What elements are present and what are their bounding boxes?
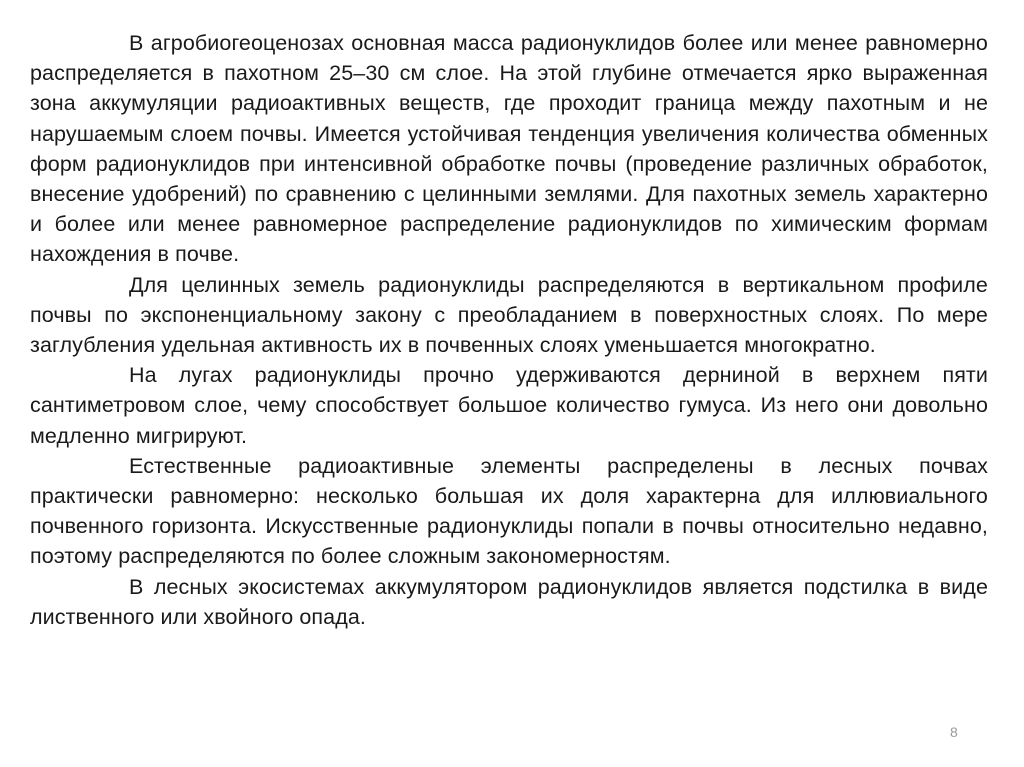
paragraph-virgin-lands: Для целинных земель радионуклиды распределяются в вертикальном профиле почвы по экспоненциальному закону с преобладанием в поверхностных слоях. По мере заглубления удельная активность их в почвенных слоях уменьшается многократно. — [30, 272, 988, 358]
page-number: 8 — [950, 724, 958, 740]
paragraph-meadows: На лугах радионуклиды прочно удерживаются дерниной в верхнем пяти сантиметровом слое, чему способствует большое количество гумуса. Из него они довольно медленно мигрируют. — [30, 363, 988, 448]
paragraph-forest-soils: Естественные радиоактивные элементы распределены в лесных почвах практически равномерно: несколько большая их доля характерна для иллювиального почвенного горизонта. Искусственные радионуклиды попали в почвы относительно недавно, поэтому распределяются по более сложным закономерностям. — [30, 453, 988, 569]
paragraph-forest-ecosystems: В лесных экосистемах аккумулятором радионуклидов является подстилка в виде лиственного или хвойного опада. — [30, 574, 988, 629]
body-text — [30, 28, 988, 632]
paragraph-agrobiogeocenoses: В агробиогеоценозах основная масса радионуклидов более или менее равномерно распределяется в пахотном 25–30 см слое. На этой глубине отмечается ярко выраженная зона аккумуляции радиоактивных веществ, где проходит граница между пахотным и не нарушаемым слоем почвы. Имеется устойчивая тенденция увеличения количества обменных форм радионуклидов при интенсивной обработке почвы (проведение различных обработок, внесение удобрений) по сравнению с целинными землями. Для пахотных земель характерно и более или менее равномерное распределение радионуклидов по химическим формам нахождения в почве. — [30, 31, 988, 267]
